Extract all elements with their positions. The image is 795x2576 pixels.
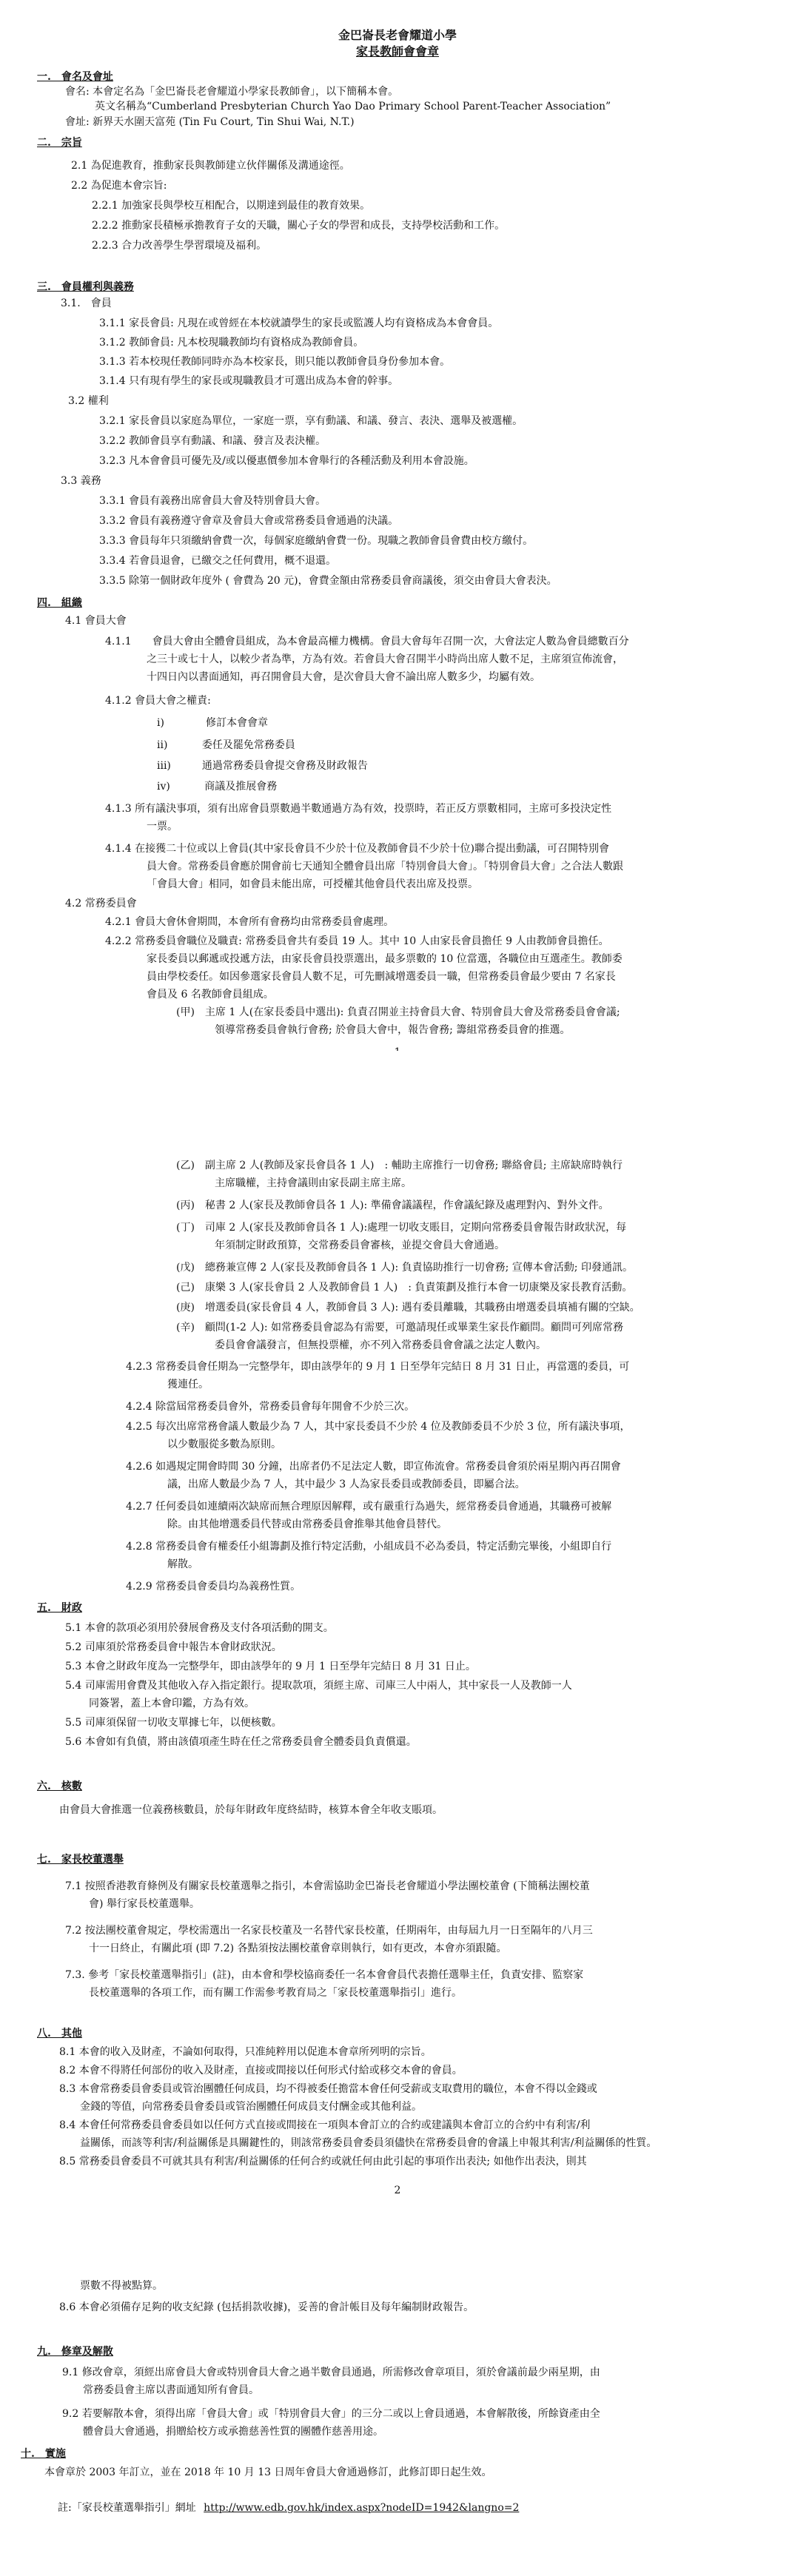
- text-line: 4.2.8 常務委員會有權委任小組籌劃及推行特定活動，小組成員不必為委員，特定活動完畢後，小組即自行: [126, 1541, 612, 1553]
- text-line: 「會員大會」相同，如會員未能出席，可授權其他會員代表出席及投票。: [147, 878, 478, 890]
- section-heading-9: 九. 修章及解散: [37, 2346, 113, 2358]
- page-gap: [0, 1051, 795, 1110]
- text-line: 4.1.3 所有議決事項，須有出席會員票數過半數通過方為有效，投票時，若正反方票數相同，主席可多投決定性: [105, 803, 612, 815]
- text-line: 4.2.6 如遇規定開會時間 30 分鐘，出席者仍不足法定人數，即宣佈流會。常務委員會須於兩星期內再召開會: [126, 1461, 621, 1473]
- text-line: 7.3. 參考「家長校董選舉指引」(註)，由本會和學校協商委任一名本會會員代表擔任選舉主任，負責安排、監察家: [65, 1969, 584, 1981]
- text-line: 除。由其他增選委員代替或由常務委員會推舉其他會員替代。: [167, 1519, 447, 1530]
- text-line: iii) 通過常務委員會提交會務及財政報告: [157, 760, 368, 772]
- section-heading-7: 七. 家長校董選舉: [37, 1854, 124, 1866]
- document-title: 金巴崙長老會耀道小學: [338, 28, 457, 42]
- text-line: 4.2 常務委員會: [65, 898, 137, 909]
- text-line: (甲) 主席 1 人(在家長委員中選出): 負責召開並主持會員大會、特別會員大會及常務委員會會議;: [176, 1006, 620, 1018]
- text-line: 9.1 修改會章，須經出席會員大會或特別會員大會之過半數會員通過，所需修改會章項目，須於會議前最少兩星期，由: [62, 2367, 600, 2378]
- text-line: 2.2.2 推動家長積極承擔教育子女的天職，關心子女的學習和成長，支持學校活動和工作。: [92, 220, 506, 232]
- text-line: 5.2 司庫須於常務委員會中報告本會財政狀況。: [65, 1641, 282, 1653]
- text-line: 本會章於 2003 年訂立，並在 2018 年 10 月 13 日周年會員大會通過修訂，此修訂即日起生效。: [44, 2466, 492, 2478]
- text-line: 議，出席人數最少為 7 人，其中最少 3 人為家長委員或教師委員，即屬合法。: [167, 1479, 526, 1490]
- text-line: 金錢的等值，向常務委員會委員或管治團體任何成員支付酬金或其他利益。: [80, 2101, 422, 2113]
- text-line: 之三十或七十人，以較少者為準，方為有效。若會員大會召開半小時尚出席人數不足，主席須宣佈流會，: [147, 653, 623, 665]
- text-line: 3.1.4 只有現有學生的家長或現職教員才可選出成為本會的幹事。: [99, 375, 399, 387]
- text-line: 會名: 本會定名為「金巴崙長老會耀道小學家長教師會」，以下簡稱本會。: [65, 86, 399, 98]
- text-line: 3.3.1 會員有義務出席會員大會及特別會員大會。: [99, 495, 326, 507]
- section-heading-4: 四. 組織: [37, 597, 82, 609]
- text-line: 7.2 按法團校董會規定，學校需選出一名家長校董及一名替代家長校董，任期兩年，由每屆九月一日至隔年的八月三: [65, 1925, 593, 1937]
- text-line: 票數不得被點算。: [80, 2280, 163, 2292]
- text-line: 委員會會議發言，但無投票權，亦不列入常務委員會會議之法定人數內。: [215, 1339, 546, 1351]
- text-line: 由會員大會推選一位義務核數員，於每年財政年度終結時，核算本會全年收支賬項。: [59, 1804, 443, 1816]
- text-line: 5.3 本會之財政年度為一完整學年，即由該學年的 9 月 1 日至學年完結日 8 月 31 日止。: [65, 1661, 476, 1672]
- text-line: (辛) 顧問(1-2 人): 如常務委員會認為有需要，可邀請現任或畢業生家長作顧問。顧問可列席常務: [176, 1322, 624, 1334]
- text-line: 4.2.4 除當屆常務委員會外，常務委員會每年開會不少於三次。: [126, 1401, 415, 1413]
- page-1: [0, 0, 795, 1051]
- text-line: 8.6 本會必須備存足夠的收支紀錄 (包括捐款收據)，妥善的會計帳目及每年編制財政報告。: [59, 2301, 474, 2313]
- text-line: 主席職權，主持會議則由家長副主席主席。: [215, 1177, 412, 1189]
- text-line: 年須制定財政預算，交常務委員會審核，並提交會員大會通過。: [215, 1240, 505, 1251]
- text-line: 3.2.3 凡本會會員可優先及/或以優惠價參加本會舉行的各種活動及利用本會設施。: [99, 455, 474, 467]
- text-line: 8.1 本會的收入及財產，不論如何取得，只准純粹用以促進本會章所列明的宗旨。: [59, 2046, 432, 2058]
- text-line: 3.2.1 家長會員以家庭為單位，一家庭一票，享有動議、和議、發言、表決、選舉及被選權。: [99, 415, 523, 427]
- text-line: 3.2 權利: [68, 395, 109, 407]
- text-line: 3.1.2 教師會員: 凡本校現職教師均有資格成為教師會員。: [99, 337, 364, 349]
- text-line: 4.1 會員大會: [65, 615, 127, 627]
- text-line: iv) 商議及推展會務: [157, 781, 278, 793]
- text-line: (庚) 增選委員(家長會員 4 人，教師會員 3 人): 遇有委員離職，其職務由增選委員填補有關的空缺。: [176, 1302, 640, 1314]
- text-line: 2.1 為促進教育，推動家長與教師建立伙伴關係及溝通途徑。: [71, 160, 350, 172]
- text-line: 益關係，而該等利害/利益關係是具關鍵性的，則該常務委員會委員須儘快在常務委員會的會議上申報其利害/利益關係的性質。: [80, 2137, 657, 2149]
- page-2: [0, 1110, 795, 2205]
- section-heading-10: 十. 實施: [21, 2448, 66, 2460]
- text-line: 以少數服從多數為原則。: [167, 1439, 281, 1450]
- text-line: 4.1.1 會員大會由全體會員組成，為本會最高權力機構。會員大會每年召開一次，大會法定人數為會員總數百分: [105, 636, 629, 648]
- text-line: 2.2 為促進本會宗旨:: [71, 180, 167, 192]
- text-line: 3.1.3 若本校現任教師同時亦為本校家長，則只能以教師會員身份參加本會。: [99, 356, 451, 368]
- text-line: 員大會。常務委員會應於開會前七天通知全體會員出席「特別會員大會」。「特別會員大會」之合法人數跟: [147, 861, 623, 872]
- text-line: 3.3.2 會員有義務遵守會章及會員大會或常務委員會通過的決議。: [99, 515, 399, 527]
- text-line: 體會員大會通過，捐贈給校方或承擔慈善性質的團體作慈善用途。: [83, 2426, 383, 2438]
- text-line: 8.5 常務委員會委員不可就其具有利害/利益關係的任何合約或就任何由此引起的事項作出表決; 如他作出表決，則其: [59, 2156, 587, 2168]
- text-line: 會員及 6 名教師會員組成。: [147, 989, 274, 1001]
- text-line: 4.2.7 任何委員如連續兩次缺席而無合理原因解釋，或有嚴重行為過失，經常務委員會通過，其職務可被解: [126, 1501, 612, 1513]
- page-3: [0, 2242, 795, 2576]
- text-line: 4.2.9 常務委員會委員均為義務性質。: [126, 1581, 301, 1593]
- text-line: 常務委員會主席以書面通知所有會員。: [83, 2384, 259, 2396]
- section-heading-6: 六. 核數: [37, 1780, 82, 1792]
- text-line: 5.5 司庫須保留一切收支單據七年，以便核數。: [65, 1717, 282, 1729]
- text-line: 8.4 本會任何常務委員會委員如以任何方式直接或間接在一項與本會訂立的合約或建議與本會訂立的合約中有利害/利: [59, 2119, 591, 2131]
- text-line: 3.1. 會員: [61, 297, 112, 309]
- text-line: (己) 康樂 3 人(家長會員 2 人及教師會員 1 人) : 負責策劃及推行本會一切康樂及家長教育活動。: [176, 1282, 633, 1294]
- text-line: 3.3.5 除第一個財政年度外 ( 會費為 20 元)，會費金額由常務委員會商議後，須交由會員大會表決。: [99, 575, 557, 587]
- section-heading-2: 二. 宗旨: [37, 137, 82, 149]
- section-heading-1: 一. 會名及會址: [37, 71, 113, 83]
- text-line: 5.1 本會的款項必須用於發展會務及支付各項活動的開支。: [65, 1622, 334, 1634]
- text-line: 4.2.5 每次出席常務會議人數最少為 7 人，其中家長委員不少於 4 位及教師委員不少於 3 位，所有議決事項，: [126, 1421, 631, 1433]
- text-line: 員由學校委任。如因參選家長會員人數不足，可先刪減增選委員一職，但常務委員會最少要由 7 名家長: [147, 971, 616, 983]
- text-line: 3.2.2 教師會員享有動議、和議、發言及表決權。: [99, 435, 326, 447]
- text-line: 4.2.3 常務委員會任期為一完整學年，即由該學年的 9 月 1 日至學年完結日 8 月 31 日止，再當選的委員，可: [126, 1361, 630, 1373]
- text-line: ii) 委任及罷免常務委員: [157, 739, 295, 751]
- text-line: 英文名稱為“Cumberland Presbyterian Church Yao Dao Primary School Parent-Teacher Association”: [95, 101, 611, 112]
- text-line: 會址: 新界天水圍天富苑 (Tin Fu Court, Tin Shui Wai, N.T.): [65, 116, 355, 128]
- text-line: 3.1.1 家長會員: 凡現在或曾經在本校就讀學生的家長或監護人均有資格成為本會會員。: [99, 317, 499, 329]
- page-number: 2: [394, 2185, 401, 2196]
- text-line: 8.3 本會常務委員會委員或管治團體任何成員，均不得被委任擔當本會任何受薪或支取費用的職位，本會不得以金錢或: [59, 2083, 597, 2095]
- text-line: 會) 舉行家長校董選舉。: [89, 1898, 200, 1910]
- text-line: 2.2.1 加強家長與學校互相配合，以期達到最佳的教育效果。: [92, 200, 371, 212]
- footnote-label: 註:「家長校董選舉指引」網址: [58, 2502, 196, 2514]
- footnote: [58, 2501, 519, 2515]
- text-line: 3.3.3 會員每年只須繳納會費一次，每個家庭繳納會費一份。現職之教師會員會費由校方繳付。: [99, 535, 534, 547]
- text-line: 十一日終止，有關此項 (即 7.2) 各點須按法團校董會章則執行，如有更改，本會亦須跟隨。: [89, 1943, 507, 1954]
- text-line: 4.2.2 常務委員會職位及職責: 常務委員會共有委員 19 人。其中 10 人由家長會員擔任 9 人由教師會員擔任。: [105, 935, 609, 947]
- text-line: 8.2 本會不得將任何部份的收入及財產，直接或間接以任何形式付給或移交本會的會員。: [59, 2065, 463, 2076]
- text-line: 4.1.4 在接獲二十位或以上會員(其中家長會員不少於十位及教師會員不少於十位)聯合提出動議，可召開特別會: [105, 843, 609, 855]
- text-line: 一票。: [147, 821, 178, 833]
- text-line: (丙) 秘書 2 人(家長及教師會員各 1 人): 準備會議議程，作會議紀錄及處理對內、對外文件。: [176, 1200, 609, 1211]
- text-line: 7.1 按照香港教育條例及有關家長校董選舉之指引，本會需協助金巴崙長老會耀道小學法團校董會 (下簡稱法團校董: [65, 1880, 590, 1892]
- section-heading-8: 八. 其他: [37, 2028, 82, 2039]
- text-line: 長校董選舉的各項工作，而有關工作需參考教育局之「家長校董選舉指引」進行。: [89, 1987, 462, 1999]
- text-line: (乙) 副主席 2 人(教師及家長會員各 1 人) : 輔助主席推行一切會務; 聯絡會員; 主席缺席時執行: [176, 1160, 623, 1171]
- text-line: 領導常務委員會執行會務; 於會員大會中，報告會務; 籌組常務委員會的推選。: [215, 1024, 571, 1036]
- text-line: 5.4 司庫需用會費及其他收入存入指定銀行。提取款項，須經主席、司庫三人中兩人，其中家長一人及教師一人: [65, 1680, 572, 1692]
- page-gap: [0, 2205, 795, 2242]
- text-line: (丁) 司庫 2 人(家長及教師會員各 1 人):處理一切收支賬目，定期向常務委員會報告財政狀況，每: [176, 1222, 627, 1234]
- text-line: 2.2.3 合力改善學生學習環境及福利。: [92, 240, 267, 252]
- text-line: 4.1.2 會員大會之權責:: [105, 695, 211, 707]
- section-heading-5: 五. 財政: [37, 1602, 82, 1614]
- text-line: 5.6 本會如有負債，將由該債項產生時在任之常務委員會全體委員負責償還。: [65, 1736, 417, 1748]
- text-line: 獲連任。: [167, 1379, 209, 1390]
- text-line: 4.2.1 會員大會休會期間，本會所有會務均由常務委員會處理。: [105, 916, 395, 928]
- text-line: 3.3 義務: [61, 475, 101, 487]
- text-line: 3.3.4 若會員退會，已繳交之任何費用，概不退還。: [99, 555, 337, 567]
- text-line: 同簽署，蓋上本會印鑑，方為有效。: [89, 1698, 255, 1709]
- text-line: 9.2 若要解散本會，須得出席「會員大會」或「特別會員大會」的三分二或以上會員通過，本會解散後，所餘資產由全: [62, 2408, 600, 2420]
- footnote-link[interactable]: http://www.edb.gov.hk/index.aspx?nodeID=1942&langno=2: [204, 2502, 520, 2514]
- text-line: (戊) 總務兼宣傳 2 人(家長及教師會員各 1 人): 負責協助推行一切會務; 宣傳本會活動; 印發通訊。: [176, 1262, 633, 1274]
- text-line: 解散。: [167, 1558, 198, 1570]
- text-line: 十四日內以書面通知，再召開會員大會，是次會員大會不論出席人數多少，均屬有效。: [147, 671, 540, 683]
- text-line: 家長委員以郵遞或投遞方法，由家長會員投票選出，最多票數的 10 位當選，各職位由互選產生。教師委: [147, 953, 623, 965]
- document-subtitle: 家長教師會會章: [355, 44, 439, 58]
- text-line: i) 修訂本會會章: [157, 717, 268, 729]
- section-heading-3: 三. 會員權利與義務: [37, 281, 134, 293]
